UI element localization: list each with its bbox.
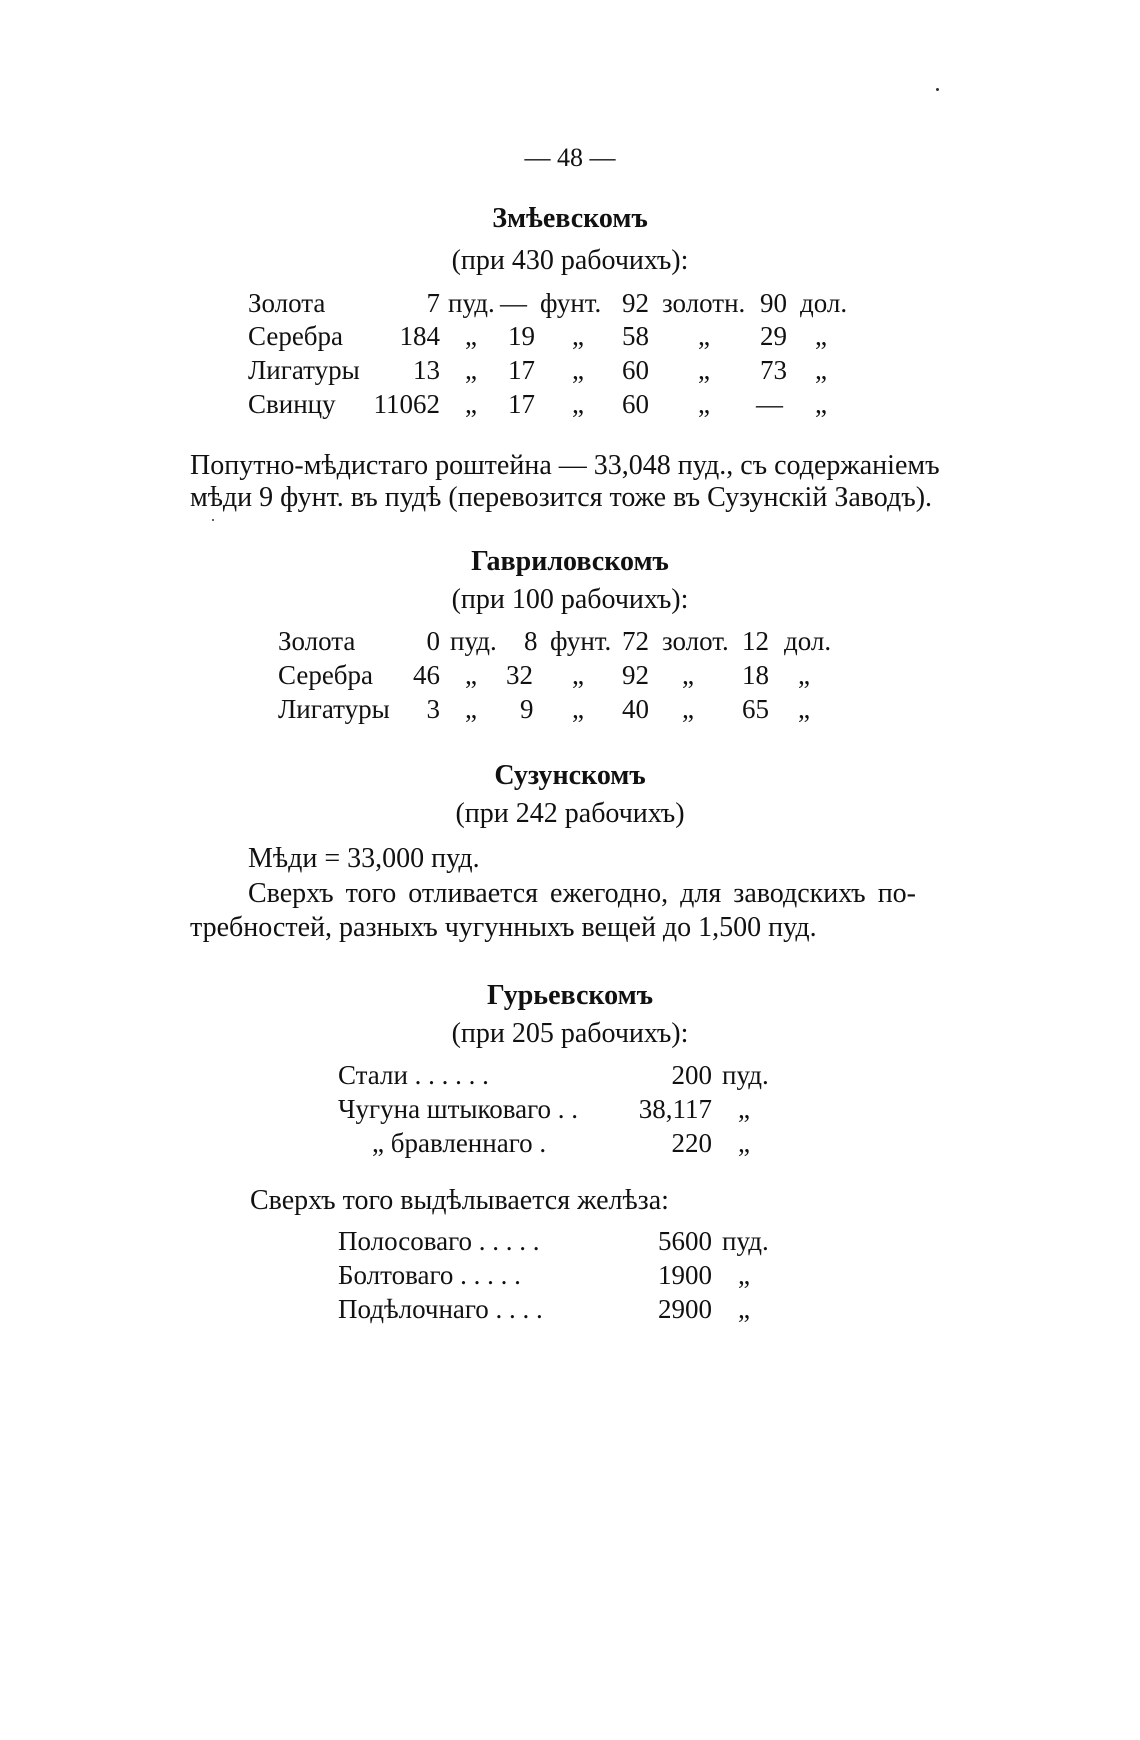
table-cell: „ — [572, 389, 584, 419]
table-cell: 73 — [760, 355, 787, 385]
table-cell: 7 — [426, 288, 440, 318]
table-cell: „ — [698, 355, 710, 385]
table-cell: пуд. — [448, 288, 495, 318]
table-cell: 19 — [508, 321, 535, 351]
table-cell: „ — [465, 694, 477, 724]
table-cell: 46 — [413, 660, 440, 690]
table-cell: 184 — [399, 321, 440, 351]
table-cell: 32 — [506, 660, 533, 690]
table-cell-label: Серебра — [248, 321, 344, 351]
section-subtitle-suzunsky: (при 242 рабочихъ) — [455, 798, 685, 829]
table-cell: „ — [815, 389, 827, 419]
table-cell: 72 — [622, 626, 649, 656]
table-cell: фунт. — [540, 288, 602, 318]
section-title-gavrilovsky: Гавриловскомъ — [471, 546, 669, 577]
table-cell: 5600 — [658, 1226, 712, 1256]
scan-speck — [936, 88, 939, 91]
table-cell-label: Полосоваго . . . . . — [338, 1226, 540, 1256]
table-cell: 8 — [524, 626, 538, 656]
table-cell-label: Стали . . . . . . — [338, 1060, 489, 1090]
table-cell: 65 — [742, 694, 769, 724]
table-cell: пуд. — [722, 1060, 769, 1090]
scan-speck — [212, 519, 214, 521]
table-cell: „ — [815, 355, 827, 385]
paragraph-line: мѣди 9 фунт. въ пудѣ (перевозится тоже въ Сузунскій Заводъ). — [190, 482, 933, 513]
table-cell-label: Лигатуры — [248, 355, 360, 385]
section-subtitle-gavrilovsky: (при 100 рабочихъ): — [451, 584, 689, 615]
table-cell: 29 — [760, 321, 787, 351]
table-cell: золот. — [662, 626, 729, 656]
table-cell: дол. — [800, 288, 848, 318]
table-cell-label: „ бравленнаго . — [372, 1128, 547, 1158]
table-cell-label: Серебра — [278, 660, 374, 690]
table-cell: „ — [798, 694, 810, 724]
table-cell: „ — [465, 660, 477, 690]
table-cell: „ — [465, 355, 477, 385]
table-cell: „ — [738, 1294, 750, 1324]
table-cell: 2900 — [658, 1294, 712, 1324]
paragraph-line: требностей, разныхъ чугунныхъ вещей до 1,500 пуд. — [190, 912, 817, 943]
table-cell: 92 — [622, 660, 649, 690]
table-cell: 40 — [622, 694, 649, 724]
table-cell-label: Свинцу — [248, 389, 336, 419]
copper-output-line: Мѣди = 33,000 пуд. — [248, 843, 480, 874]
table-cell: „ — [738, 1260, 750, 1290]
table-cell: 3 — [426, 694, 440, 724]
table-cell-label: Золота — [278, 626, 356, 656]
table-cell: 13 — [413, 355, 440, 385]
table-cell: 60 — [622, 355, 649, 385]
section-title-zmeevsky: Змѣевскомъ — [492, 203, 648, 234]
table-cell-label: Подѣлочнаго . . . . — [338, 1294, 543, 1324]
section-subtitle-guryevsky: (при 205 рабочихъ): — [451, 1018, 689, 1049]
table-cell: „ — [682, 660, 694, 690]
table-cell: 11062 — [373, 389, 440, 419]
section-title-guryevsky: Гурьевскомъ — [486, 980, 654, 1011]
table-cell-label: Болтоваго . . . . . — [338, 1260, 521, 1290]
table-cell: „ — [572, 694, 584, 724]
table-cell: 17 — [508, 355, 535, 385]
table-cell: пуд. — [722, 1226, 769, 1256]
table-cell: золотн. — [662, 288, 746, 318]
table-cell: пуд. — [450, 626, 497, 656]
section-subtitle-zmeevsky: (при 430 рабочихъ): — [451, 245, 689, 276]
table-cell: „ — [682, 694, 694, 724]
table-cell: 38,117 — [638, 1094, 712, 1124]
table-cell: 200 — [671, 1060, 712, 1090]
table-cell: „ — [572, 355, 584, 385]
table-cell: „ — [465, 389, 477, 419]
table-cell: „ — [815, 321, 827, 351]
table-cell: „ — [698, 321, 710, 351]
table-cell: 17 — [508, 389, 535, 419]
table-cell-label: Чугуна штыковаго . . — [338, 1094, 579, 1124]
table-cell: „ — [465, 321, 477, 351]
table-cell-label: Лигатуры — [278, 694, 390, 724]
table-cell: 1900 — [658, 1260, 712, 1290]
table-cell-label: Золота — [248, 288, 326, 318]
table-cell: 9 — [520, 694, 534, 724]
table-cell: — — [500, 288, 527, 318]
table-cell: „ — [738, 1128, 750, 1158]
table-cell: 0 — [426, 626, 440, 656]
table-cell: 92 — [622, 288, 649, 318]
section-title-suzunsky: Сузунскомъ — [494, 760, 646, 791]
table-cell: „ — [572, 660, 584, 690]
paragraph-line: Попутно-мѣдистаго роштейна — 33,048 пуд., съ содержаніемъ — [190, 450, 940, 481]
table-cell: „ — [798, 660, 810, 690]
table-cell: 58 — [622, 321, 649, 351]
paragraph-line: Сверхъ того отливается ежегодно, для заводскихъ по- — [248, 878, 916, 909]
table-cell: „ — [572, 321, 584, 351]
table-cell: 60 — [622, 389, 649, 419]
table-cell: „ — [698, 389, 710, 419]
table-cell: 220 — [671, 1128, 712, 1158]
table-cell: фунт. — [550, 626, 612, 656]
iron-intro-line: Сверхъ того выдѣлывается желѣза: — [250, 1185, 669, 1216]
table-cell: дол. — [784, 626, 832, 656]
table-cell: 90 — [760, 288, 787, 318]
table-cell: 18 — [742, 660, 769, 690]
table-cell: — — [756, 389, 783, 419]
table-cell: „ — [738, 1094, 750, 1124]
table-cell: 12 — [742, 626, 769, 656]
page-number: — 48 — — [524, 143, 616, 172]
